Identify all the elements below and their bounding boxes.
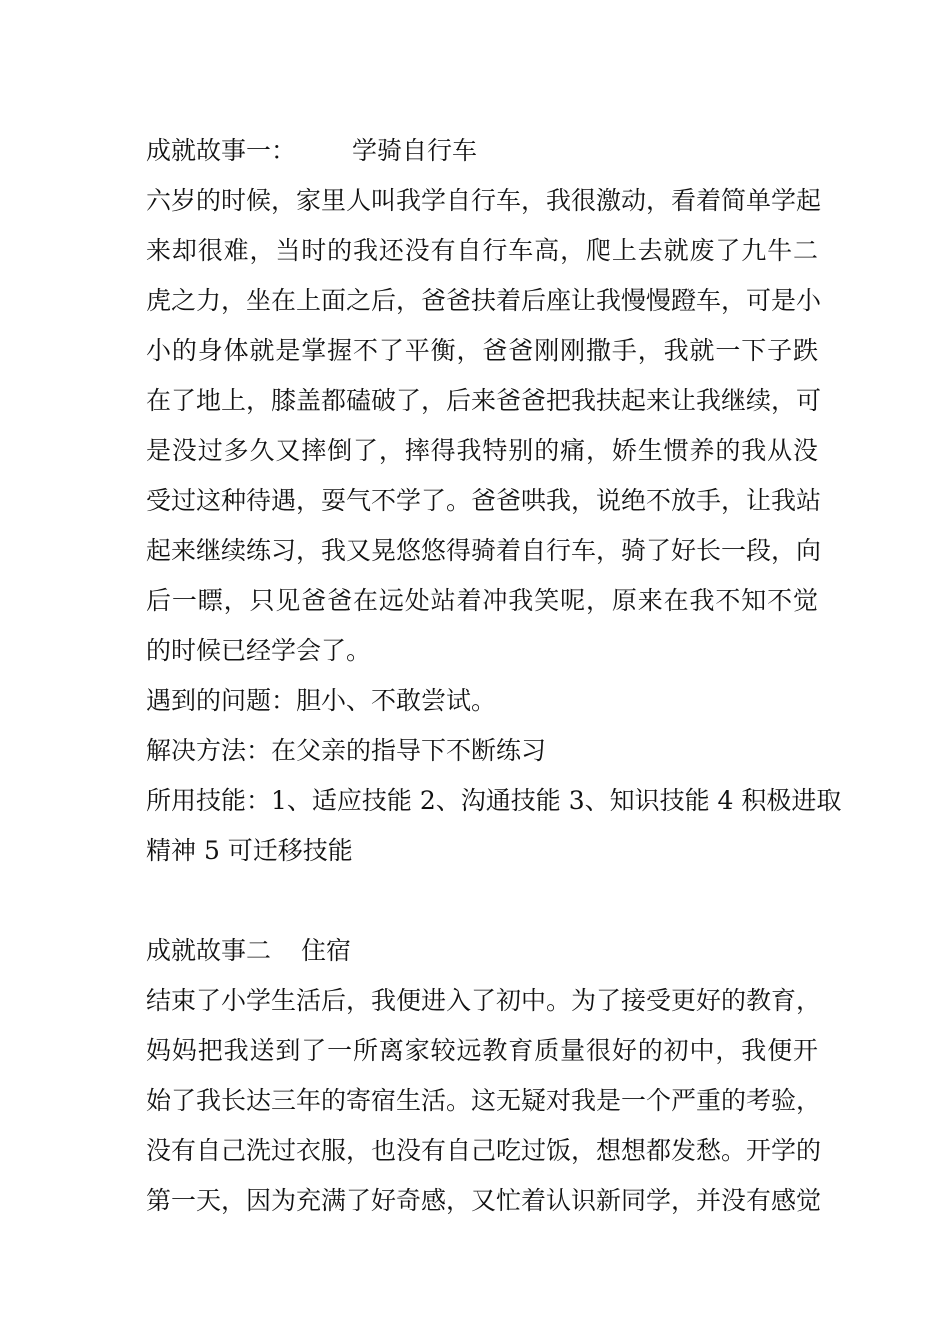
story2-heading xyxy=(146,926,818,976)
story1-paragraph-line: 六岁的时候，家里人叫我学自行车，我很激动，看着简单学起 xyxy=(146,186,822,215)
story2-title: 住宿 xyxy=(301,936,352,965)
story1-problem: 遇到的问题：胆小、不敢尝试。 xyxy=(146,686,497,715)
story1-paragraph-line: 的时候已经学会了。 xyxy=(146,636,372,665)
story1-paragraph-line: 起来继续练习，我又晃悠悠得骑着自行车，骑了好长一段，向 xyxy=(146,536,822,565)
story1-paragraph-line: 后一瞟，只见爸爸在远处站着冲我笑呢，原来在我不知不觉 xyxy=(146,586,818,615)
story2-paragraph-line: 妈妈把我送到了一所离家较远教育质量很好的初中，我便开 xyxy=(146,1036,818,1065)
story2-paragraph-line: 始了我长达三年的寄宿生活。这无疑对我是一个严重的考验， xyxy=(146,1086,822,1115)
story1-heading xyxy=(146,126,818,176)
story1-label: 成就故事一： xyxy=(146,136,297,165)
section-spacer xyxy=(146,876,818,926)
story2-paragraph-line: 第一天，因为充满了好奇感，又忙着认识新同学，并没有感觉 xyxy=(146,1186,822,1215)
story1-paragraph-line: 是没过多久又摔倒了，摔得我特别的痛，娇生惯养的我从没 xyxy=(146,436,818,465)
story1-paragraph-line: 虎之力，坐在上面之后，爸爸扶着后座让我慢慢蹬车，可是小 xyxy=(146,286,822,315)
story1-skills-continued: 精神 5 可迁移技能 xyxy=(146,836,353,865)
story2-paragraph-line: 没有自己洗过衣服，也没有自己吃过饭，想想都发愁。开学的 xyxy=(146,1136,822,1165)
story1-title: 学骑自行车 xyxy=(352,136,478,165)
story1-paragraph-line: 受过这种待遇，耍气不学了。爸爸哄我，说绝不放手，让我站 xyxy=(146,486,822,515)
story1-solution: 解决方法：在父亲的指导下不断练习 xyxy=(146,736,547,765)
story1-skills: 所用技能：1、适应技能 2、沟通技能 3、知识技能 4 积极进取 xyxy=(146,786,842,815)
story1-paragraph-line: 小的身体就是掌握不了平衡，爸爸刚刚撒手，我就一下子跌 xyxy=(146,336,818,365)
document-body xyxy=(146,126,842,1226)
story1-paragraph-line: 来却很难，当时的我还没有自行车高，爬上去就废了九牛二 xyxy=(146,236,818,265)
story2-paragraph-line: 结束了小学生活后，我便进入了初中。为了接受更好的教育， xyxy=(146,986,822,1015)
story1-paragraph-line: 在了地上，膝盖都磕破了，后来爸爸把我扶起来让我继续，可 xyxy=(146,386,822,415)
story2-label: 成就故事二 xyxy=(146,936,272,965)
